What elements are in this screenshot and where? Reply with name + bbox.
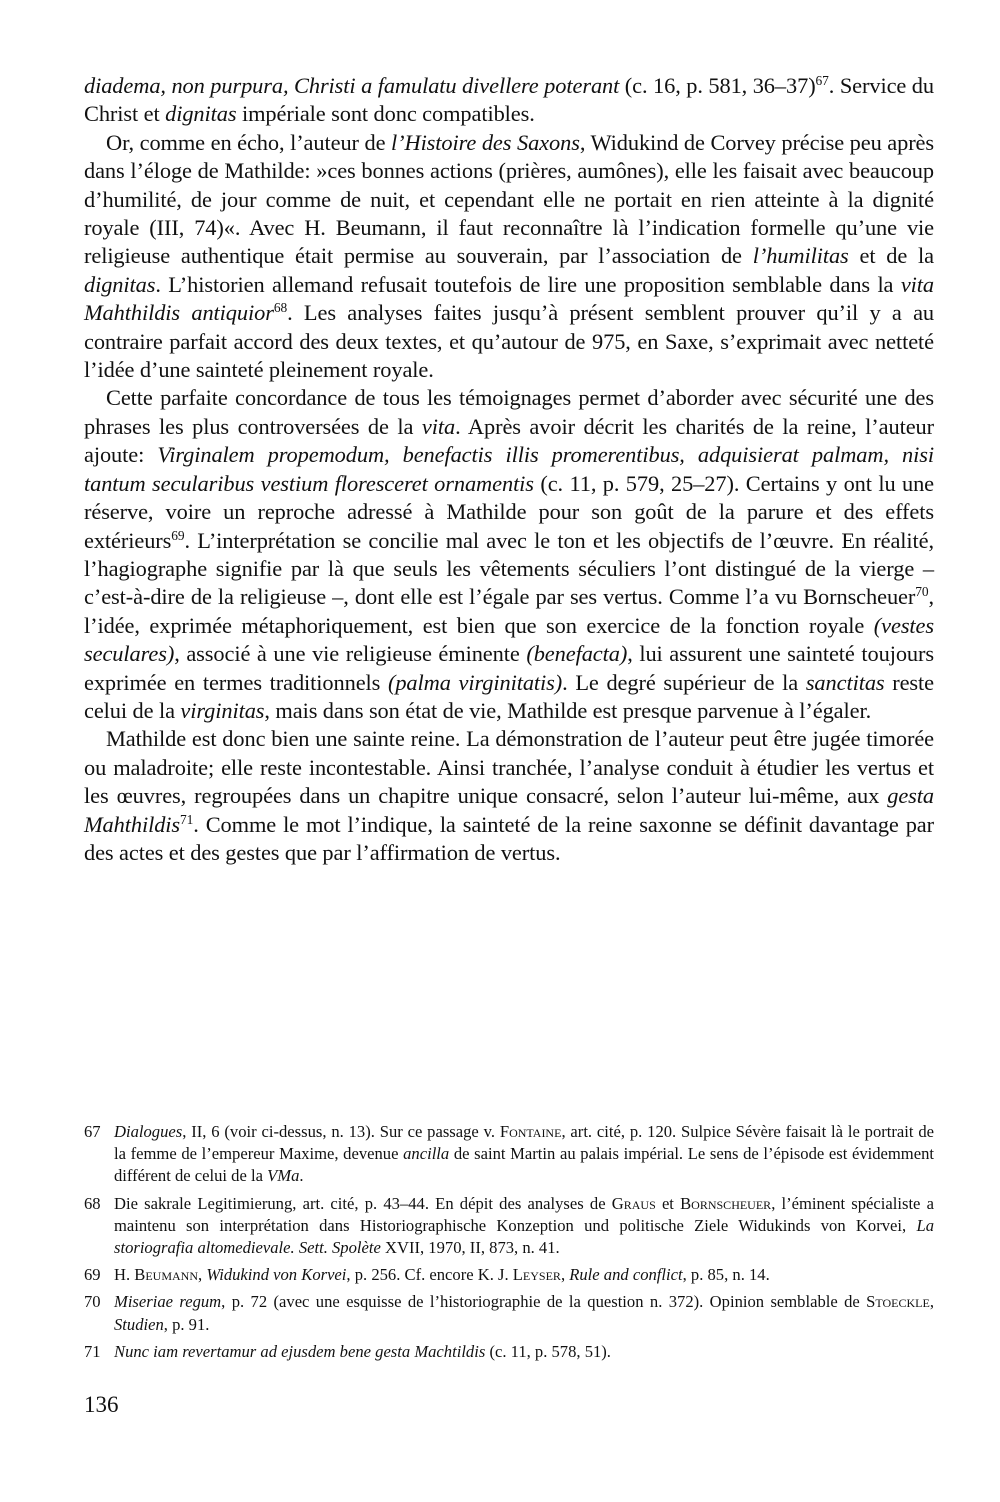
small-caps-name: Bornscheuer <box>680 1193 772 1213</box>
text-run: reste celui de la <box>84 669 935 723</box>
text-run: Cette parfaite concordance de tous les témoignages permet d’aborder avec sécurité une des phrases les plus controversées de la <box>84 385 934 439</box>
footnote-ref: 71 <box>180 811 194 827</box>
text-run: . Les analyses faites jusqu’à présent semblent prouver qu’il y a au contraire parfait accord des deux textes, et qu’autour de 975, en Saxe, s’exprimait avec netteté l’idée d’une sainteté pleinement royale. <box>84 300 934 383</box>
footnote-number: 68 <box>84 1193 101 1213</box>
text-run: . Service du Christ et <box>84 73 935 127</box>
text-run: , associé à une vie religieuse éminente <box>174 641 527 667</box>
text-run: et <box>655 1193 681 1213</box>
small-caps-name: Graus <box>611 1193 656 1213</box>
text-run: , mais dans son état de vie, Mathilde est presque parvenue à l’égaler. <box>264 697 872 723</box>
text-run: Or, comme en écho, l’auteur de <box>106 129 392 155</box>
text-run: , p. 85, n. 14. <box>682 1265 770 1285</box>
footnote <box>84 1341 934 1363</box>
paragraph <box>84 725 934 867</box>
footnote-ref: 67 <box>815 72 829 88</box>
text-run: . Le degré supérieur de la <box>562 669 806 695</box>
italic-text: Dialogues <box>114 1122 183 1141</box>
text-run: . L’historien allemand refusait toutefois de lire une proposition semblable dans la <box>155 271 901 297</box>
text-run: . Comme le mot l’indique, la sainteté de la reine saxonne se définit davantage par des actes et des gestes que par l’affirmation de vertus. <box>84 811 934 865</box>
text-run: Die sakrale Legitimierung, art. cité, p. 43–44. En dépit des analyses de <box>114 1193 612 1213</box>
text-run: , lui assurent une sainteté toujours exprimée en termes traditionnels <box>84 641 934 695</box>
italic-text: gesta Mahthildis <box>84 783 934 837</box>
footnote-number: 70 <box>84 1292 101 1312</box>
text-run: Mathilde est donc bien une sainte reine. La démonstration de l’auteur peut être jugée timorée ou maladroite; elle reste incontestable. Ainsi tranchée, l’analyse conduit à étudier les vertus et les œuvres, regroupées dans un chapitre unique consacré, selon l’auteur lui-même, aux <box>84 726 934 809</box>
italic-text: sanctitas <box>805 669 885 695</box>
text-run: . <box>299 1166 304 1186</box>
text-run: (c. 11, p. 578, 51). <box>485 1341 611 1361</box>
text-run: , p. 72 (avec une esquisse de l’historiographie de la question n. 372). Opinion semblable de <box>221 1292 867 1312</box>
footnote-number: 67 <box>84 1122 101 1141</box>
italic-text: VMa <box>267 1166 300 1186</box>
text-run: , <box>560 1265 570 1285</box>
italic-text: vita <box>421 413 456 439</box>
small-caps-name: Leyser <box>512 1265 561 1285</box>
footnote-number: 69 <box>84 1265 101 1285</box>
italic-text: Rule and conflict <box>569 1265 683 1285</box>
italic-text: Widukind von Korvei <box>206 1265 347 1285</box>
italic-text: dignitas <box>84 271 156 297</box>
footnotes <box>84 1121 934 1368</box>
small-caps-name: Stoeckle <box>866 1292 930 1312</box>
text-run: , l’idée, exprimée métaphoriquement, est bien que son exercice de la fonction royale <box>84 584 934 638</box>
text-run: et de la <box>848 243 934 269</box>
footnote <box>84 1193 934 1260</box>
paragraph <box>84 384 934 725</box>
text-run: . L’interprétation se concilie mal avec le ton et les objectifs de l’œuvre. En réalité, l’hagiographe signifie par là que seuls les vêtements séculiers l’ont distingué de la vierge – c’est-à-dire de la religieuse –, dont elle est l’égale par ses vertus. Comme l’a vu Bornscheuer <box>84 527 934 610</box>
footnote <box>84 1264 934 1286</box>
italic-text: l’humilitas <box>752 243 849 269</box>
italic-text: ancilla <box>403 1144 450 1164</box>
text-run: H. <box>114 1265 135 1285</box>
italic-text: La storiografia altomedievale. Sett. Spolète <box>114 1215 934 1258</box>
small-caps-name: Fontaine <box>499 1122 562 1141</box>
text-run: , p. 91. <box>163 1314 210 1334</box>
italic-text: (vestes seculares) <box>84 612 934 667</box>
footnote-ref: 70 <box>915 584 929 600</box>
small-caps-name: Beumann <box>134 1265 199 1285</box>
text-run: XVII, 1970, II, 873, n. 41. <box>380 1238 560 1258</box>
footnote <box>84 1121 934 1188</box>
page-number: 136 <box>84 1392 119 1417</box>
footnote-ref: 69 <box>171 527 185 543</box>
text-run: , <box>929 1292 934 1312</box>
paragraph <box>84 72 934 129</box>
text-run: , art. cité, p. 120. Sulpice Sévère faisait là le portrait de la femme de l’empereur Maxime, devenue <box>114 1122 935 1164</box>
italic-text: dignitas <box>165 101 237 127</box>
italic-text: l’Histoire des Saxons <box>391 129 580 155</box>
italic-text: Nunc iam revertamur ad ejusdem bene gesta Machtildis <box>114 1341 486 1361</box>
text-run: , p. 256. Cf. encore K. J. <box>346 1265 513 1285</box>
text-run: , Widukind de Corvey précise peu après dans l’éloge de Mathilde: »ces bonnes actions (prières, aumônes), elle les faisait avec beaucoup d’humilité, de jour comme de nuit, et cependant elle ne portait en rien atteinte à la dignité royale (III, 74)«. Avec H. Beumann, il faut reconnaître là l’indication formelle qu’une vie religieuse authentique était permise au souverain, par l’association de <box>84 129 935 269</box>
italic-text: Studien <box>114 1314 164 1334</box>
text-run: , l’éminent spécialiste a maintenu son interprétation dans Historiographische Konzeption und politische Ziele Widukinds von Korvei, <box>114 1193 934 1235</box>
footnote-ref: 68 <box>273 300 288 316</box>
italic-text: (palma virginitatis) <box>387 669 563 695</box>
text-run: , <box>198 1265 207 1285</box>
text-run: (c. 11, p. 579, 25–27). Certains y ont lu une réserve, voire un reproche adressé à Mathilde pour son goût de la parure et des effets extérieurs <box>84 470 934 553</box>
footnote-number: 71 <box>84 1341 101 1361</box>
italic-text: Virginalem propemodum, benefactis illis promerentibus, adquisierat palmam, nisi tantum secularibus vestium floresceret ornamentis <box>84 442 934 496</box>
paragraph <box>84 129 934 385</box>
italic-text: (benefacta) <box>526 641 628 667</box>
text-run: , II, 6 (voir ci-dessus, n. 13). Sur ce passage v. <box>182 1122 500 1141</box>
italic-text: vita Mahthildis antiquior <box>84 271 934 326</box>
text-run: . Après avoir décrit les charités de la reine, l’auteur ajoute: <box>84 413 934 468</box>
italic-text: virginitas <box>180 697 265 723</box>
footnote <box>84 1291 934 1335</box>
text-run: impériale sont donc compatibles. <box>236 101 535 127</box>
body-text <box>84 72 934 867</box>
text-run: de saint Martin au palais impérial. Le sens de l’épisode est évidemment différent de celui de la <box>114 1144 934 1186</box>
text-run: (c. 16, p. 581, 36–37) <box>619 73 816 98</box>
italic-text: diadema, non purpura, Christi a famulatu divellere poterant <box>84 73 620 98</box>
italic-text: Miseriae regum <box>114 1292 222 1312</box>
